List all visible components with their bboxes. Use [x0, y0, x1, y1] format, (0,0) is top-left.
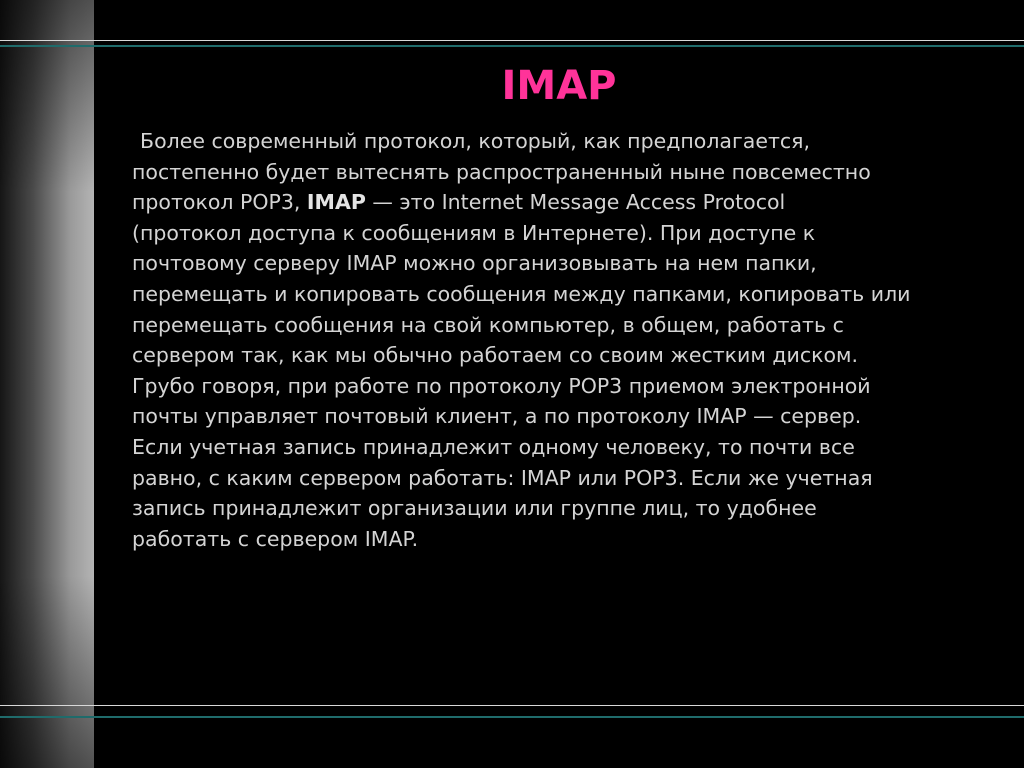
body-line: Если учетная запись принадлежит одному человеку, то почти все [132, 434, 855, 459]
body-text-segment: протокол POP3, [132, 190, 307, 215]
body-line: (протокол доступа к сообщениям в Интернете). При доступе к [132, 220, 816, 245]
bottom-accent-line [0, 716, 1024, 718]
body-line: постепенно будет вытеснять распространенный ныне повсеместно [132, 159, 871, 184]
body-line [132, 187, 1012, 218]
body-line: работать с сервером IMAP. [132, 526, 419, 551]
body-text-segment: — это Internet Message Access Protocol [365, 190, 786, 215]
top-accent-line [0, 45, 1024, 47]
side-gradient-bar [0, 0, 94, 768]
body-line: равно, с каким сервером работать: IMAP или POP3. Если же учетная [132, 465, 873, 490]
bottom-divider-line [0, 705, 1024, 706]
body-line: почты управляет почтовый клиент, а по протоколу IMAP — сервер. [132, 404, 862, 429]
top-divider-line [0, 40, 1024, 41]
body-line: Более современный протокол, который, как предполагается, [140, 129, 811, 153]
body-line: Грубо говоря, при работе по протоколу POP3 приемом электронной [132, 373, 871, 398]
body-line: запись принадлежит организации или группе лиц, то удобнее [132, 496, 817, 521]
slide-body [132, 126, 1012, 554]
body-line: перемещать сообщения на свой компьютер, в общем, работать с [132, 312, 844, 337]
body-line: перемещать и копировать сообщения между папками, копировать или [132, 281, 911, 306]
imap-bold-term: IMAP [306, 190, 366, 215]
body-line: сервером так, как мы обычно работаем со своим жестким диском. [132, 343, 859, 368]
slide-title: IMAP [501, 63, 617, 109]
body-line: почтовому серверу IMAP можно организовывать на нем папки, [132, 251, 817, 276]
